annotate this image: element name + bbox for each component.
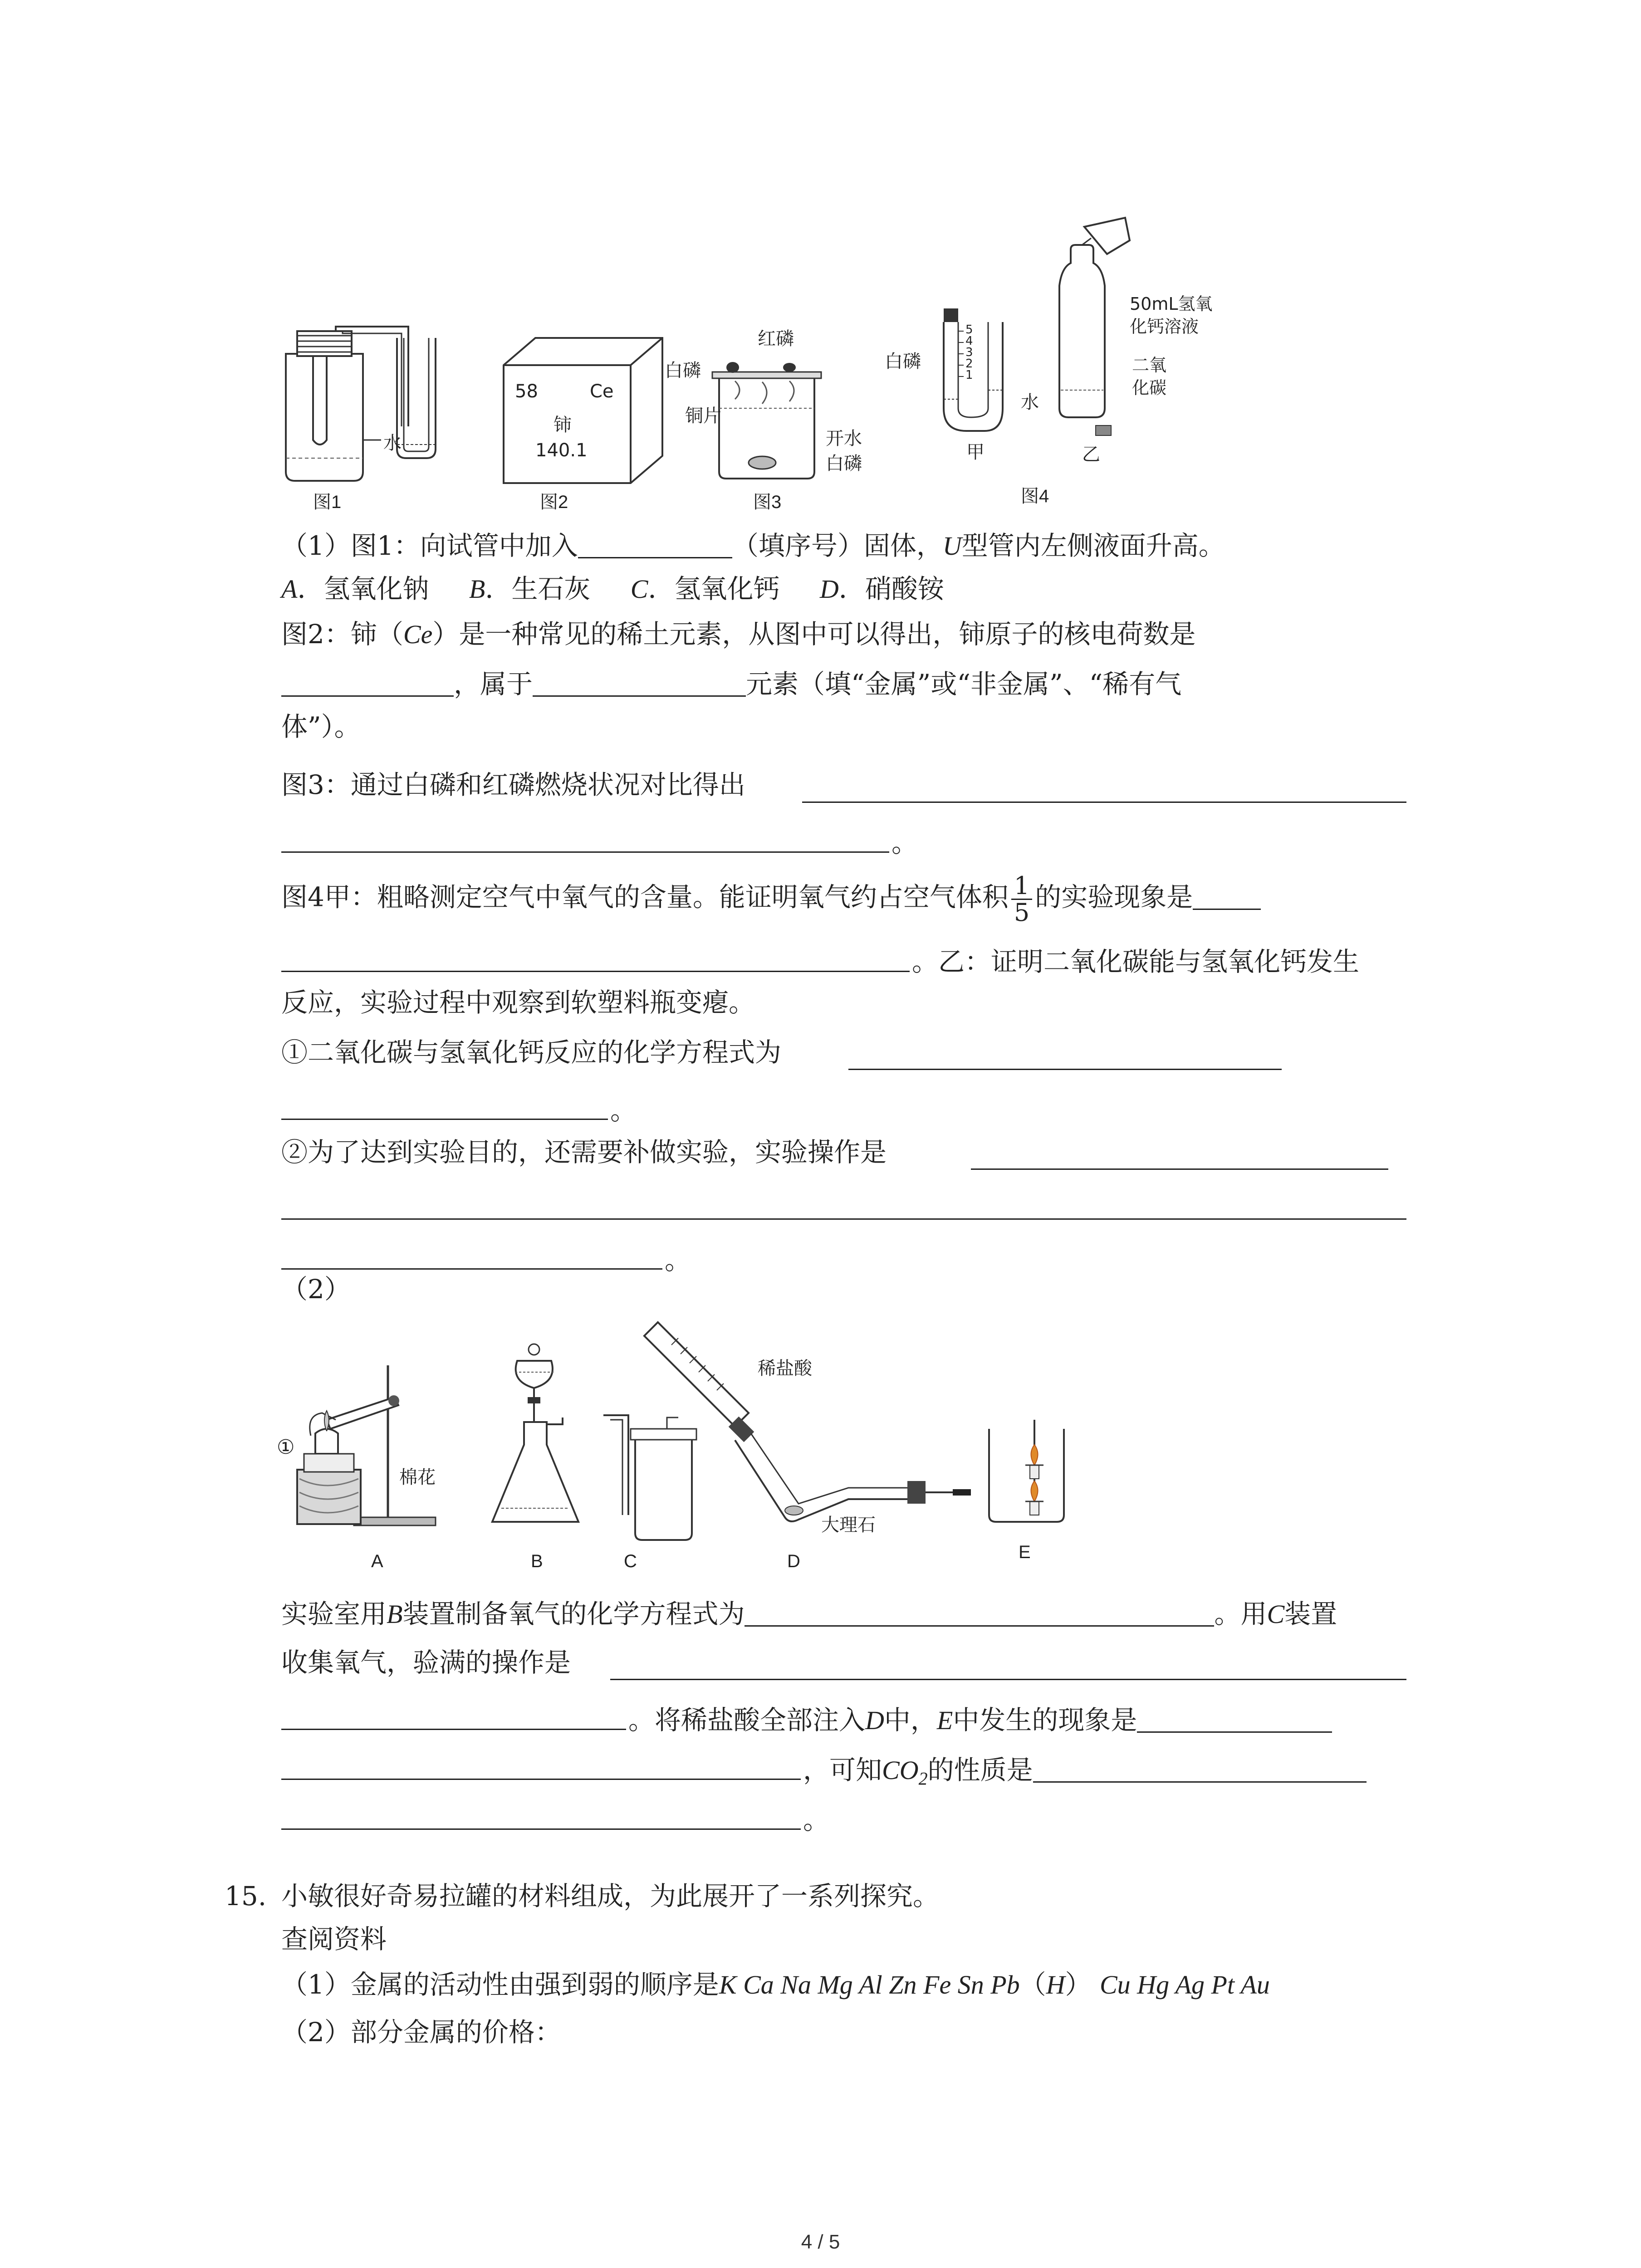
- fig4-solution-label: 50mL氢氧 化钙溶液: [1130, 294, 1213, 337]
- answer-blank-fig4-b[interactable]: [281, 971, 910, 972]
- answer-blank-co2-property-b[interactable]: [281, 1828, 801, 1830]
- part2-line-4: ，可知$CO_2$的性质是: [803, 1752, 1367, 1797]
- q15-item-1: （1）金属的活动性由强到弱的顺序是K Ca Na Mg Al Zn Fe Sn Pb（H） Cu Hg Ag Pt Au: [281, 1969, 1270, 2000]
- page-number: 4 / 5: [801, 2231, 840, 2253]
- apparatus-c-label: C: [624, 1551, 637, 1571]
- fig2-symbol: Ce: [590, 381, 614, 402]
- fig4-yi-label: 乙: [1082, 444, 1100, 465]
- answer-blank-fig4-a[interactable]: [1193, 881, 1261, 910]
- apparatus-d-label: D: [787, 1551, 800, 1571]
- answer-blank-equation-a[interactable]: [848, 1069, 1282, 1070]
- fig2-question-line-2: ，属于 元素（填“金属”或“非金属”、“稀有气: [281, 666, 1181, 702]
- option-b[interactable]: B．生石灰: [469, 573, 591, 604]
- option-a[interactable]: A．氢氧化钠: [281, 573, 429, 604]
- apparatus-a-circle-1: ①: [277, 1436, 295, 1459]
- sub1-question-line: ①二氧化碳与氢氧化钙反应的化学方程式为: [281, 1037, 782, 1068]
- option-d[interactable]: D．硝酸铵: [819, 573, 944, 604]
- q15-heading: 查阅资料: [281, 1924, 387, 1955]
- fig2-atomic-mass: 140.1: [535, 440, 588, 461]
- answer-blank-operation-c[interactable]: [281, 1268, 662, 1270]
- fig2-caption: 图2: [540, 492, 568, 512]
- apparatus-a-cotton-label: 棉花: [399, 1467, 436, 1488]
- part2-label: （2）: [281, 1274, 351, 1305]
- sub2-period: 。: [665, 1245, 691, 1276]
- fig3-caption: 图3: [753, 492, 782, 512]
- q15-intro: 小敏很好奇易拉罐的材料组成，为此展开了一系列探究。: [281, 1881, 940, 1911]
- apparatus-d-acid-label: 稀盐酸: [758, 1358, 812, 1379]
- fig3-copper-label: 铜片: [685, 406, 721, 426]
- fig1-caption: 图1: [313, 492, 342, 512]
- fig4-co2-label: 二氧 化碳: [1132, 355, 1167, 398]
- fig4-tick-4: 4: [965, 334, 973, 348]
- fig3-question-line: 图3：通过白磷和红磷燃烧状况对比得出: [281, 769, 745, 800]
- figure-3-phosphorus-combustion: [708, 354, 844, 485]
- figure-2-element-cube: [499, 333, 671, 497]
- fig3-white-phosphorus-label: 白磷: [665, 360, 701, 381]
- fig4-question-line: 图4甲：粗略测定空气中氧气的含量。能证明氧气约占空气体积 $\frac{1}{5}$ 的实验现象是: [281, 873, 1261, 925]
- fig4-white-phosphorus-label: 白磷: [885, 351, 921, 372]
- apparatus-e-label: E: [1019, 1542, 1031, 1562]
- q1-figure1-line: （1）图1：向试管中加入 （填序号）固体，U型管内左侧液面升高。: [281, 530, 1225, 561]
- apparatus-b-flask-funnel: [483, 1336, 592, 1545]
- fig4-caption: 图4: [1021, 486, 1049, 506]
- answer-blank-operation-b[interactable]: [281, 1218, 1406, 1220]
- fig4-tick-1: 1: [965, 368, 973, 382]
- part2-period: 。: [803, 1804, 830, 1835]
- fig2-question-line: 图2：铈（Ce）是一种常见的稀土元素，从图中可以得出，铈原子的核电荷数是: [281, 619, 1196, 650]
- answer-blank-co2-property-a[interactable]: [1033, 1754, 1367, 1783]
- apparatus-b-label: B: [531, 1551, 543, 1571]
- answer-blank-full-check-a[interactable]: [610, 1679, 1406, 1680]
- fig3-white-phosphorus-label-2: 白磷: [826, 453, 862, 474]
- answer-blank-fig3-b[interactable]: [281, 851, 889, 853]
- apparatus-d-marble-label: 大理石: [821, 1515, 876, 1535]
- fig3-red-phosphorus-label: 红磷: [758, 328, 794, 349]
- fig4-water-label: 水: [1021, 392, 1039, 413]
- answer-blank-phenomenon-a[interactable]: [1137, 1704, 1332, 1733]
- answer-blank-element-type[interactable]: [533, 668, 746, 697]
- q15-number: 15.: [225, 1881, 267, 1911]
- answer-blank-fig1[interactable]: [578, 530, 732, 558]
- apparatus-a-heating-setup: [272, 1356, 463, 1547]
- fig4-tick-3: 3: [965, 346, 973, 359]
- part2-line-2: 收集氧气，验满的操作是: [281, 1647, 571, 1678]
- fig2-atomic-number: 58: [515, 381, 538, 402]
- answer-blank-oxygen-equation[interactable]: [745, 1598, 1214, 1627]
- answer-blank-fig3-a[interactable]: [802, 802, 1406, 803]
- q1-options-line: [281, 571, 944, 607]
- q15-item-2: （2）部分金属的价格：: [281, 2017, 561, 2048]
- fig4-observation-line: 反应，实验过程中观察到软塑料瓶变瘪。: [281, 987, 755, 1018]
- fig3-hot-water-label: 开水: [826, 428, 862, 449]
- answer-blank-operation-a[interactable]: [971, 1168, 1388, 1170]
- apparatus-a-label: A: [371, 1551, 383, 1571]
- fig4-tick-2: 2: [965, 357, 973, 371]
- sub2-question-line: ②为了达到实验目的，还需要补做实验，实验操作是: [281, 1137, 887, 1168]
- fig2-element-name: 铈: [554, 415, 572, 435]
- answer-blank-equation-b[interactable]: [281, 1119, 608, 1120]
- answer-blank-phenomenon-b[interactable]: [281, 1779, 801, 1780]
- fig2-question-line-3: 体”）。: [281, 711, 361, 742]
- answer-blank-full-check-b[interactable]: [281, 1729, 626, 1730]
- fig4-yi-line: 。乙：证明二氧化碳能与氢氧化钙发生: [912, 946, 1360, 977]
- sub1-period: 。: [610, 1095, 637, 1126]
- fig4-jia-label: 甲: [966, 442, 985, 463]
- figure-1-u-tube-apparatus: [277, 313, 476, 513]
- fig3-period: 。: [892, 827, 918, 858]
- option-c[interactable]: C．氢氧化钙: [630, 573, 780, 604]
- answer-blank-nuclear-charge[interactable]: [281, 668, 454, 697]
- apparatus-e-beaker-candles: [980, 1420, 1080, 1524]
- fraction-one-fifth: $\frac{1}{5}$: [1011, 873, 1032, 925]
- part2-line-1: 实验室用B装置制备氧气的化学方程式为 。用C装置: [281, 1598, 1337, 1629]
- part2-line-3: 。将稀盐酸全部注入D中，E中发生的现象是: [628, 1702, 1332, 1739]
- fig1-water-label: 水: [383, 433, 402, 454]
- fig4-tick-5: 5: [965, 323, 973, 337]
